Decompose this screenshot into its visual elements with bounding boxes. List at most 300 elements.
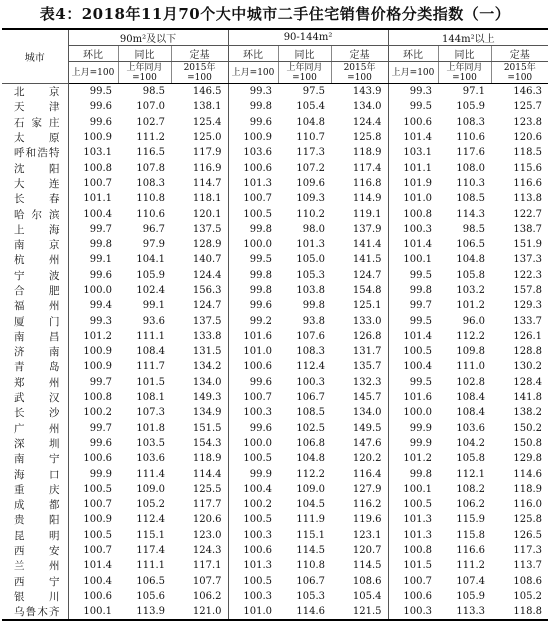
index-value: 100.1	[388, 482, 438, 497]
index-value: 103.2	[456, 285, 486, 296]
index-value: 99.1	[142, 300, 165, 312]
index-value: 133.7	[513, 315, 543, 327]
index-value: 137.5	[192, 315, 222, 327]
index-value: 119.1	[352, 208, 382, 220]
index-value: 103.5	[136, 437, 165, 449]
city-name: 南昌	[14, 330, 60, 343]
index-value: 116.6	[456, 545, 486, 557]
index-value: 112.2	[296, 468, 326, 480]
city-name: 武汉	[14, 392, 60, 405]
index-value: 99.8	[228, 283, 278, 298]
index-value: 100.0	[228, 436, 278, 451]
index-value: 98.0	[302, 223, 326, 235]
index-value: 107.4	[456, 575, 486, 587]
city-name: 成都	[14, 499, 60, 512]
index-value: 99.6	[228, 115, 278, 130]
base-period-label: 上年同月=100	[278, 62, 331, 84]
index-value: 127.9	[352, 483, 382, 495]
index-value: 103.6	[136, 453, 165, 465]
city-name: 呼和浩特	[14, 147, 60, 160]
table-row	[2, 558, 548, 573]
index-value: 114.3	[456, 208, 486, 220]
index-value: 105.9	[136, 269, 165, 281]
index-value: 93.8	[302, 315, 326, 327]
index-value: 100.9	[68, 344, 118, 359]
index-value: 101.9	[388, 176, 438, 191]
index-value: 99.8	[228, 222, 278, 237]
index-value: 124.4	[352, 116, 382, 128]
index-value: 102.7	[136, 116, 165, 128]
index-value: 99.8	[388, 466, 438, 481]
index-value: 118.8	[491, 604, 548, 620]
index-value: 137.3	[513, 254, 543, 266]
index-value: 114.9	[352, 193, 382, 205]
index-value: 100.4	[68, 574, 118, 589]
index-value: 115.6	[513, 162, 543, 174]
city-name: 北京	[14, 86, 60, 99]
index-value: 123.1	[352, 529, 382, 541]
city-name: 上海	[14, 223, 60, 236]
index-value: 126.1	[513, 330, 543, 342]
index-value: 99.6	[228, 421, 278, 436]
city-column-header: 城市	[2, 29, 68, 84]
index-value: 99.5	[388, 375, 438, 390]
table-row	[2, 543, 548, 558]
index-value: 109.3	[296, 193, 326, 205]
index-value: 100.3	[296, 376, 326, 388]
table-row	[2, 497, 548, 512]
index-value: 151.5	[192, 422, 222, 434]
index-value: 109.8	[456, 346, 486, 358]
index-value: 104.2	[456, 437, 486, 449]
table-row	[2, 466, 548, 481]
index-value: 106.7	[296, 575, 326, 587]
index-value: 126.5	[513, 529, 543, 541]
table-row	[2, 237, 548, 252]
index-value: 125.8	[513, 514, 543, 526]
index-value: 107.3	[136, 407, 165, 419]
index-value: 100.2	[228, 497, 278, 512]
index-value: 115.1	[136, 529, 165, 541]
index-value: 107.8	[136, 162, 165, 174]
index-value: 105.0	[296, 254, 326, 266]
index-value: 108.5	[456, 193, 486, 205]
index-value: 102.4	[136, 285, 165, 296]
table-body	[2, 84, 548, 621]
index-value: 112.4	[296, 361, 326, 373]
index-value: 98.5	[462, 223, 486, 235]
index-value: 154.3	[192, 437, 222, 449]
index-value: 117.9	[192, 147, 222, 159]
index-value: 111.1	[136, 560, 165, 572]
index-value: 116.9	[192, 162, 222, 174]
index-value: 107.6	[296, 330, 326, 342]
index-value: 99.6	[68, 99, 118, 114]
index-value: 100.6	[388, 589, 438, 604]
index-value: 147.6	[352, 437, 382, 449]
index-value: 114.6	[513, 468, 543, 480]
index-value: 101.8	[136, 422, 165, 434]
index-value: 105.6	[136, 590, 165, 602]
index-value: 109.6	[296, 177, 326, 189]
index-value: 99.1	[68, 252, 118, 267]
index-value: 99.4	[68, 298, 118, 313]
index-value: 99.5	[228, 252, 278, 267]
index-value: 101.1	[388, 160, 438, 175]
index-value: 114.5	[352, 560, 382, 572]
table-row	[2, 145, 548, 160]
index-value: 106.5	[456, 239, 486, 251]
index-value: 124.7	[352, 269, 382, 281]
table-row	[2, 283, 548, 298]
index-value: 99.7	[388, 298, 438, 313]
index-value: 100.3	[388, 604, 438, 620]
index-value: 100.6	[228, 543, 278, 558]
city-name: 长沙	[14, 407, 60, 420]
table-row	[2, 160, 548, 175]
index-value: 146.5	[192, 86, 222, 98]
index-value: 99.7	[68, 375, 118, 390]
index-value: 96.7	[142, 223, 165, 235]
index-value: 105.2	[136, 499, 165, 511]
table-row	[2, 252, 548, 267]
city-name: 乌鲁木齐	[2, 604, 68, 620]
index-value: 97.1	[462, 86, 486, 98]
table-row	[2, 436, 548, 451]
index-value: 146.3	[513, 86, 543, 98]
index-value: 99.3	[388, 84, 438, 100]
index-value: 106.7	[296, 392, 326, 404]
index-value: 100.8	[388, 543, 438, 558]
index-value: 138.1	[192, 101, 222, 113]
index-value: 100.3	[388, 222, 438, 237]
index-value: 104.5	[296, 499, 326, 511]
index-value: 100.6	[68, 589, 118, 604]
index-value: 105.4	[296, 101, 326, 113]
city-name: 贵阳	[14, 514, 60, 527]
city-name: 沈阳	[14, 162, 60, 175]
index-value: 99.7	[68, 222, 118, 237]
index-value: 110.8	[136, 193, 165, 205]
index-value: 100.5	[228, 512, 278, 527]
table-row	[2, 206, 548, 221]
index-value: 120.2	[352, 453, 382, 465]
index-value: 99.9	[388, 436, 438, 451]
index-value: 125.5	[192, 483, 222, 495]
table-row	[2, 528, 548, 543]
city-name: 南京	[14, 239, 60, 252]
table-row	[2, 298, 548, 313]
index-value: 116.8	[352, 177, 382, 189]
index-value: 100.7	[228, 191, 278, 206]
index-value: 111.2	[136, 132, 165, 144]
index-value: 100.3	[228, 528, 278, 543]
index-value: 149.3	[192, 392, 222, 404]
index-value: 113.9	[118, 604, 171, 620]
index-value: 97.9	[142, 239, 165, 251]
index-value: 112.1	[456, 468, 486, 480]
index-value: 105.8	[456, 453, 486, 465]
index-value: 141.4	[352, 239, 382, 251]
index-value: 121.5	[331, 604, 388, 620]
index-value: 116.4	[352, 468, 382, 480]
index-value: 154.8	[352, 285, 382, 296]
index-value: 100.5	[68, 528, 118, 543]
index-value: 110.6	[456, 132, 486, 144]
index-value: 108.4	[456, 407, 486, 419]
city-name: 天津	[14, 101, 60, 114]
index-value: 111.9	[296, 514, 326, 526]
table-row	[2, 344, 548, 359]
index-value: 117.4	[352, 162, 382, 174]
index-value: 100.9	[68, 359, 118, 374]
index-value: 100.1	[68, 604, 118, 620]
table-row	[2, 405, 548, 420]
index-value: 117.3	[296, 147, 326, 159]
table-row	[2, 268, 548, 283]
index-value: 99.3	[68, 313, 118, 328]
index-value: 111.2	[456, 560, 486, 572]
index-value: 108.6	[352, 575, 382, 587]
index-value: 101.2	[68, 329, 118, 344]
index-value: 101.3	[228, 176, 278, 191]
index-value: 99.5	[388, 313, 438, 328]
index-value: 100.0	[68, 283, 118, 298]
index-value: 101.0	[388, 191, 438, 206]
index-value: 103.1	[68, 145, 118, 160]
index-value: 116.2	[352, 499, 382, 511]
city-name: 宁波	[14, 269, 60, 282]
index-value: 117.3	[513, 545, 543, 557]
index-value: 122.3	[513, 269, 543, 281]
index-value: 117.1	[192, 560, 222, 572]
index-value: 109.0	[136, 483, 165, 495]
index-value: 108.3	[456, 116, 486, 128]
index-value: 105.9	[456, 590, 486, 602]
index-value: 104.8	[296, 453, 326, 465]
index-value: 99.6	[68, 436, 118, 451]
index-value: 101.3	[388, 528, 438, 543]
index-value: 97.5	[302, 86, 326, 98]
index-value: 117.7	[192, 499, 222, 511]
index-value: 118.5	[513, 147, 543, 159]
index-value: 113.7	[513, 560, 543, 572]
index-value: 123.8	[513, 116, 543, 128]
index-value: 108.4	[456, 392, 486, 404]
subheader-yoy: 同比	[278, 46, 331, 62]
index-value: 105.4	[352, 590, 382, 602]
table-row	[2, 574, 548, 589]
table-row	[2, 176, 548, 191]
index-value: 116.6	[513, 177, 543, 189]
table-row	[2, 191, 548, 206]
city-name: 青岛	[14, 361, 60, 374]
table-row	[2, 421, 548, 436]
index-value: 100.6	[228, 359, 278, 374]
index-value: 100.8	[68, 390, 118, 405]
city-name: 西安	[14, 545, 60, 558]
subheader-mom: 环比	[68, 46, 118, 62]
index-value: 99.5	[388, 99, 438, 114]
index-value: 108.3	[296, 346, 326, 358]
index-value: 100.4	[228, 482, 278, 497]
index-value: 100.1	[388, 252, 438, 267]
index-value: 157.8	[513, 285, 543, 296]
index-value: 117.4	[136, 545, 165, 557]
index-value: 119.6	[352, 514, 382, 526]
table-row	[2, 604, 548, 620]
index-value: 108.5	[296, 407, 326, 419]
index-value: 140.7	[192, 254, 222, 266]
table-row	[2, 222, 548, 237]
index-value: 120.6	[192, 514, 222, 526]
city-name: 海口	[14, 468, 60, 481]
index-value: 126.8	[352, 330, 382, 342]
index-value: 105.9	[456, 101, 486, 113]
index-value: 99.2	[228, 313, 278, 328]
subheader-mom: 环比	[228, 46, 278, 62]
index-value: 111.1	[136, 330, 165, 342]
index-value: 114.6	[278, 604, 331, 620]
index-value: 100.5	[228, 451, 278, 466]
city-name: 哈尔滨	[14, 208, 60, 221]
index-value: 133.0	[352, 315, 382, 327]
index-value: 114.7	[192, 177, 222, 189]
table-title: 表4：2018年11月70个大中城市二手住宅销售价格分类指数（一）	[39, 5, 511, 23]
city-name: 广州	[14, 422, 60, 435]
index-value: 118.9	[513, 483, 543, 495]
index-value: 125.8	[352, 132, 382, 144]
index-value: 105.3	[296, 590, 326, 602]
city-name: 福州	[14, 300, 60, 313]
index-value: 100.3	[228, 589, 278, 604]
index-value: 106.5	[136, 575, 165, 587]
index-value: 100.6	[388, 115, 438, 130]
index-value: 100.7	[388, 574, 438, 589]
index-value: 99.5	[388, 268, 438, 283]
index-value: 108.4	[136, 346, 165, 358]
base-period-label: 上月=100	[228, 62, 278, 84]
index-value: 132.3	[352, 376, 382, 388]
index-value: 100.8	[68, 160, 118, 175]
index-value: 110.3	[456, 177, 486, 189]
index-value: 128.9	[192, 239, 222, 251]
index-value: 110.7	[296, 132, 326, 144]
index-value: 137.5	[192, 223, 222, 235]
index-value: 101.4	[388, 237, 438, 252]
index-value: 121.0	[171, 604, 228, 620]
index-value: 100.6	[228, 160, 278, 175]
table-row	[2, 115, 548, 130]
index-value: 125.1	[352, 300, 382, 312]
index-value: 120.7	[352, 545, 382, 557]
index-value: 134.0	[352, 101, 382, 113]
city-name: 厦门	[14, 315, 60, 328]
index-value: 99.6	[228, 298, 278, 313]
index-value: 100.0	[388, 405, 438, 420]
index-value: 100.5	[68, 482, 118, 497]
index-value: 113.8	[513, 193, 543, 205]
index-value: 99.7	[68, 421, 118, 436]
index-value: 124.3	[192, 545, 222, 557]
index-value: 100.9	[68, 130, 118, 145]
index-value: 105.8	[456, 269, 486, 281]
city-name: 大连	[14, 177, 60, 190]
base-period-label: 上月=100	[388, 62, 438, 84]
city-name: 深圳	[14, 437, 60, 450]
city-name: 长春	[14, 193, 60, 206]
table-row	[2, 589, 548, 604]
base-period-label: 上年同月=100	[438, 62, 491, 84]
table-row	[2, 313, 548, 328]
index-value: 129.8	[513, 453, 543, 465]
index-value: 101.0	[228, 604, 278, 620]
index-value: 100.7	[68, 497, 118, 512]
index-value: 99.8	[302, 300, 326, 312]
index-value: 100.5	[388, 497, 438, 512]
index-value: 99.9	[388, 421, 438, 436]
index-value: 113.3	[438, 604, 491, 620]
index-value: 128.4	[513, 376, 543, 388]
index-value: 111.0	[456, 361, 486, 373]
index-value: 101.3	[388, 512, 438, 527]
index-value: 100.8	[388, 206, 438, 221]
city-name: 西宁	[14, 575, 60, 588]
index-value: 106.2	[456, 499, 486, 511]
group-header-small: 90m²及以下	[68, 29, 228, 46]
index-value: 117.6	[456, 147, 486, 159]
base-period-label: 2015年=100	[491, 62, 548, 84]
index-value: 99.3	[228, 84, 278, 100]
city-name: 济南	[14, 346, 60, 359]
index-value: 100.4	[388, 359, 438, 374]
index-value: 107.2	[296, 162, 326, 174]
table-row	[2, 84, 548, 100]
base-period-label: 上年同月=100	[118, 62, 171, 84]
city-name: 郑州	[14, 376, 60, 389]
index-value: 105.2	[513, 590, 543, 602]
index-value: 111.7	[136, 361, 165, 373]
index-value: 125.4	[192, 116, 222, 128]
index-value: 124.4	[192, 269, 222, 281]
index-value: 110.6	[136, 208, 165, 220]
index-value: 104.8	[296, 116, 326, 128]
index-value: 99.8	[68, 237, 118, 252]
index-value: 103.1	[388, 145, 438, 160]
index-value: 116.5	[136, 147, 165, 159]
index-value: 108.2	[456, 483, 486, 495]
index-value: 151.9	[513, 239, 543, 251]
table-row	[2, 359, 548, 374]
index-value: 138.7	[513, 223, 543, 235]
index-value: 122.7	[513, 208, 543, 220]
index-value: 118.9	[352, 147, 382, 159]
index-value: 99.6	[68, 268, 118, 283]
index-value: 100.0	[228, 237, 278, 252]
index-value: 150.2	[513, 422, 543, 434]
index-value: 100.9	[228, 130, 278, 145]
table-row	[2, 482, 548, 497]
index-value: 131.7	[352, 346, 382, 358]
index-value: 123.0	[192, 529, 222, 541]
index-value: 101.4	[68, 558, 118, 573]
index-value: 99.8	[228, 99, 278, 114]
city-name: 银川	[14, 590, 60, 603]
index-value: 111.4	[136, 468, 165, 480]
index-value: 101.6	[228, 329, 278, 344]
index-value: 118.1	[192, 193, 222, 205]
index-value: 115.8	[456, 529, 486, 541]
